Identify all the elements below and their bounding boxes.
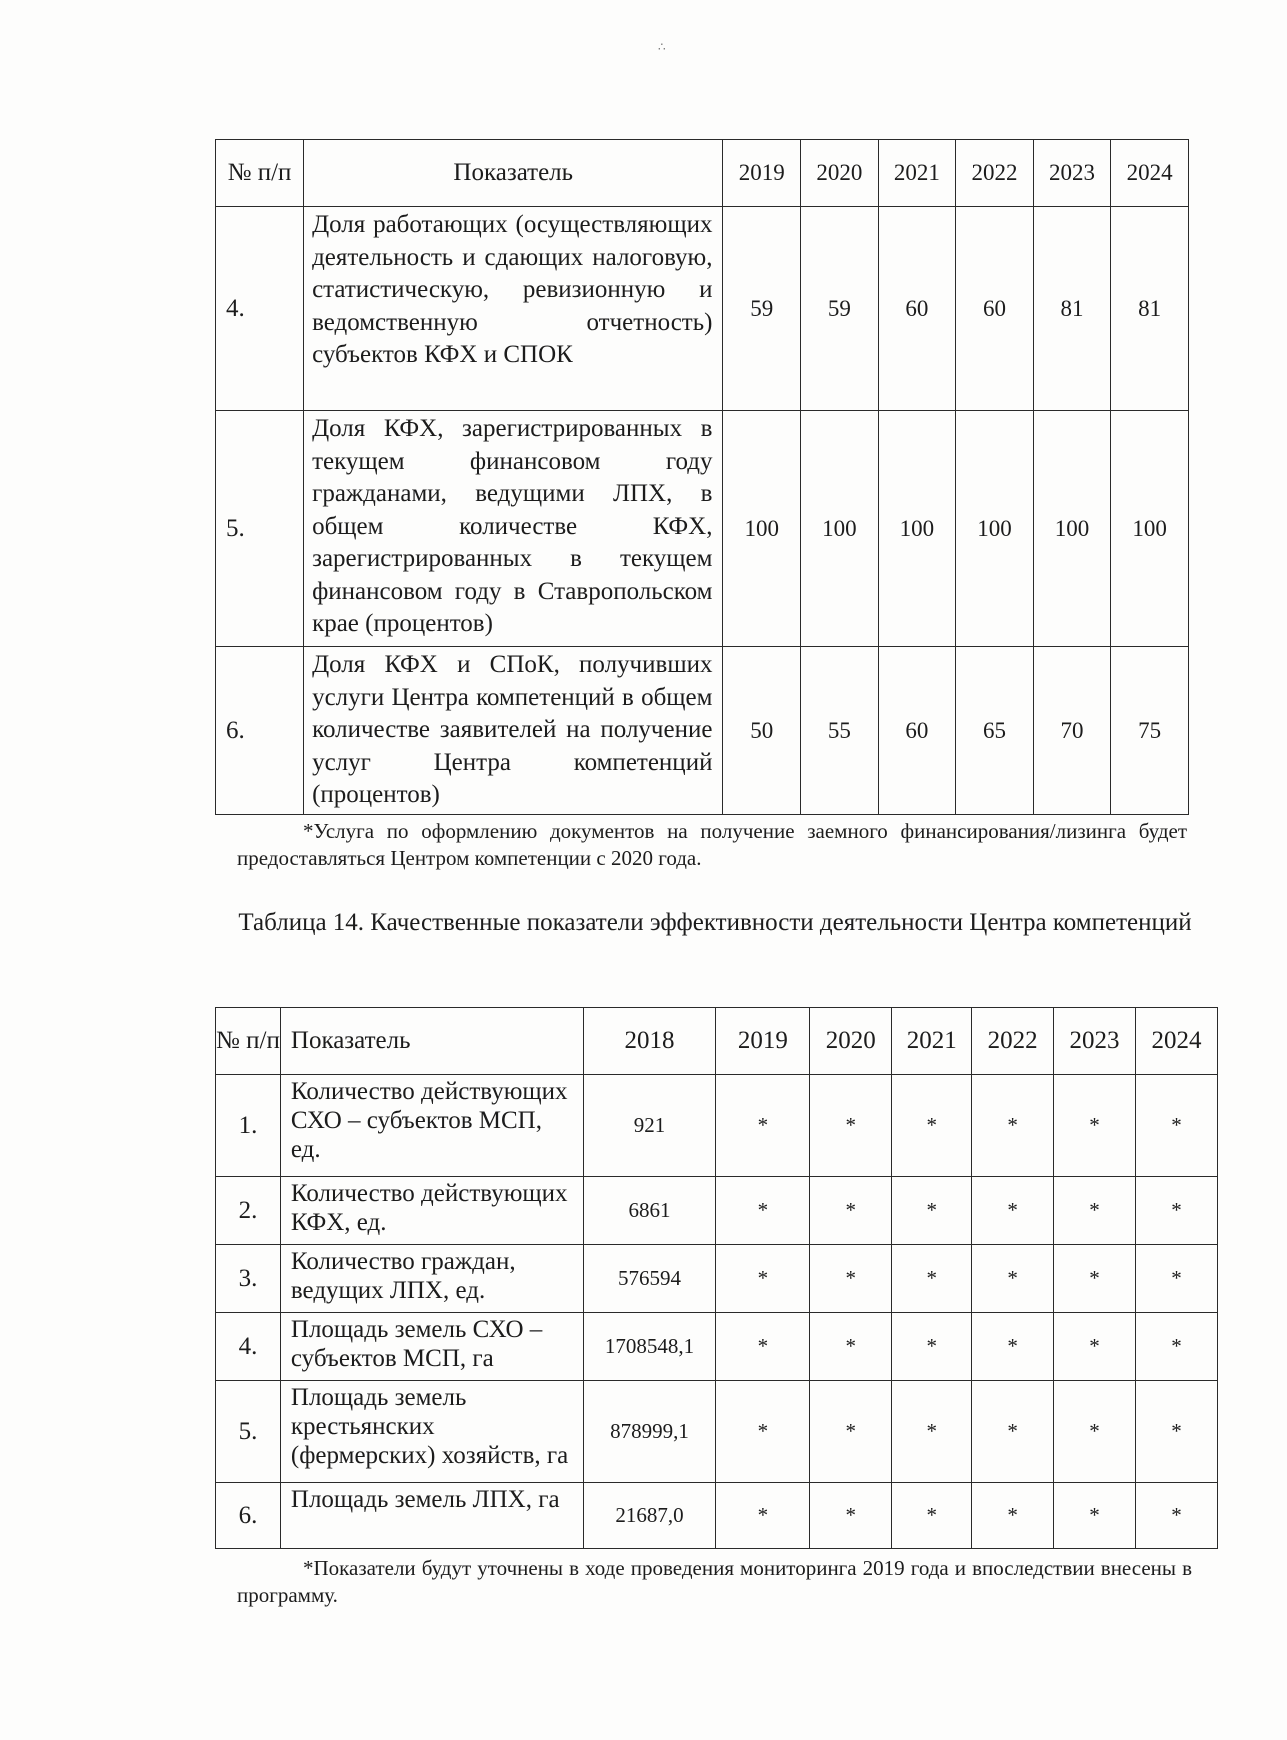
row-number: 6. xyxy=(216,1483,281,1549)
row-indicator: Количество действующих СХО – субъектов МСП, ед. xyxy=(280,1075,583,1177)
row-value: 100 xyxy=(1033,411,1111,647)
row-indicator: Площадь земель СХО – субъектов МСП, га xyxy=(280,1313,583,1381)
table-row xyxy=(216,207,1189,411)
row-value: * xyxy=(1054,1177,1136,1245)
header-year: 2019 xyxy=(723,140,801,207)
row-number: 5. xyxy=(216,1381,281,1483)
row-value: * xyxy=(810,1381,892,1483)
row-value: 59 xyxy=(801,207,879,411)
row-value: 60 xyxy=(878,207,956,411)
footnote-text: *Показатели будут уточнены в ходе проведения мониторинга 2019 года и впоследствии внесены в программу. xyxy=(237,1556,1192,1607)
table-header-row xyxy=(216,1008,1218,1075)
row-value: * xyxy=(972,1245,1054,1313)
row-value: 70 xyxy=(1033,647,1111,815)
row-value: * xyxy=(1054,1313,1136,1381)
row-value: * xyxy=(716,1075,810,1177)
row-value: 81 xyxy=(1111,207,1189,411)
header-year: 2020 xyxy=(801,140,879,207)
row-value: * xyxy=(892,1313,972,1381)
row-value: * xyxy=(972,1177,1054,1245)
row-number: 5. xyxy=(216,411,304,647)
table-row xyxy=(216,411,1189,647)
row-value: * xyxy=(1136,1245,1218,1313)
row-value: 55 xyxy=(801,647,879,815)
row-value: 65 xyxy=(956,647,1034,815)
row-value: 60 xyxy=(956,207,1034,411)
row-value: * xyxy=(892,1483,972,1549)
row-value: * xyxy=(810,1483,892,1549)
header-year: 2020 xyxy=(810,1008,892,1075)
header-year: 2021 xyxy=(878,140,956,207)
row-indicator: Доля КФХ, зарегистрированных в текущем финансовом году гражданами, ведущими ЛПХ, в общем количестве КФХ, зарегистрированных в текущем финансовом году в Ставропольском крае (процентов) xyxy=(304,411,723,647)
row-value: * xyxy=(1136,1075,1218,1177)
row-indicator: Количество действующих КФХ, ед. xyxy=(280,1177,583,1245)
header-year: 2019 xyxy=(716,1008,810,1075)
row-number: 2. xyxy=(216,1177,281,1245)
row-value: * xyxy=(810,1313,892,1381)
row-value: * xyxy=(1136,1381,1218,1483)
row-value: 60 xyxy=(878,647,956,815)
row-indicator: Площадь земель крестьянских (фермерских) хозяйств, га xyxy=(280,1381,583,1483)
table-row xyxy=(216,1245,1218,1313)
table-row xyxy=(216,1313,1218,1381)
footnote-text: *Услуга по оформлению документов на получение заемного финансирования/лизинга будет предоставляться Центром компетенции с 2020 года. xyxy=(237,819,1187,870)
row-value: 59 xyxy=(723,207,801,411)
row-number: 3. xyxy=(216,1245,281,1313)
header-year: 2023 xyxy=(1033,140,1111,207)
row-value: * xyxy=(716,1483,810,1549)
row-value: * xyxy=(1054,1075,1136,1177)
row-number: 4. xyxy=(216,207,304,411)
row-indicator: Доля КФХ и СПоК, получивших услуги Центра компетенций в общем количестве заявителей на получение услуг Центра компетенций (процентов) xyxy=(304,647,723,815)
header-year: 2022 xyxy=(956,140,1034,207)
indicators-table-continued xyxy=(215,139,1189,815)
row-value-2018: 21687,0 xyxy=(583,1483,716,1549)
header-year: 2021 xyxy=(892,1008,972,1075)
row-value: 100 xyxy=(956,411,1034,647)
header-year: 2023 xyxy=(1054,1008,1136,1075)
row-value-2018: 921 xyxy=(583,1075,716,1177)
row-value: * xyxy=(716,1245,810,1313)
row-value: 81 xyxy=(1033,207,1111,411)
row-indicator: Количество граждан, ведущих ЛПХ, ед. xyxy=(280,1245,583,1313)
row-value: * xyxy=(716,1381,810,1483)
table-caption: Таблица 14. Качественные показатели эффективности деятельности Центра компетенций xyxy=(238,909,1192,936)
row-indicator: Площадь земель ЛПХ, га xyxy=(280,1483,583,1549)
row-value: * xyxy=(810,1245,892,1313)
header-year: 2022 xyxy=(972,1008,1054,1075)
row-value: * xyxy=(892,1245,972,1313)
header-number: № п/п xyxy=(216,1008,281,1075)
row-value: * xyxy=(716,1177,810,1245)
row-value: * xyxy=(810,1075,892,1177)
row-value: * xyxy=(892,1075,972,1177)
row-number: 1. xyxy=(216,1075,281,1177)
row-value: 100 xyxy=(723,411,801,647)
row-value: * xyxy=(892,1177,972,1245)
row-value: * xyxy=(1054,1483,1136,1549)
table-row xyxy=(216,1483,1218,1549)
row-value: * xyxy=(972,1381,1054,1483)
header-year: 2024 xyxy=(1136,1008,1218,1075)
quality-indicators-table xyxy=(215,1007,1218,1549)
row-value: * xyxy=(972,1483,1054,1549)
footnote-2 xyxy=(237,1555,1192,1609)
row-value: 75 xyxy=(1111,647,1189,815)
row-value: * xyxy=(716,1313,810,1381)
page-mark: ∴ xyxy=(658,40,666,54)
row-number: 6. xyxy=(216,647,304,815)
table-row xyxy=(216,1381,1218,1483)
header-number: № п/п xyxy=(216,140,304,207)
header-indicator: Показатель xyxy=(304,140,723,207)
table-row xyxy=(216,647,1189,815)
header-year: 2018 xyxy=(583,1008,716,1075)
row-value: * xyxy=(1136,1177,1218,1245)
row-value: 100 xyxy=(801,411,879,647)
row-value: 100 xyxy=(878,411,956,647)
table-header-row xyxy=(216,140,1189,207)
row-value: 100 xyxy=(1111,411,1189,647)
row-value: * xyxy=(810,1177,892,1245)
row-value-2018: 878999,1 xyxy=(583,1381,716,1483)
row-value: * xyxy=(892,1381,972,1483)
row-value: * xyxy=(1054,1381,1136,1483)
footnote-1 xyxy=(237,818,1187,872)
row-value: * xyxy=(972,1313,1054,1381)
row-value-2018: 6861 xyxy=(583,1177,716,1245)
row-value-2018: 576594 xyxy=(583,1245,716,1313)
header-year: 2024 xyxy=(1111,140,1189,207)
row-value-2018: 1708548,1 xyxy=(583,1313,716,1381)
row-value: * xyxy=(1136,1313,1218,1381)
row-value: * xyxy=(1054,1245,1136,1313)
row-value: * xyxy=(1136,1483,1218,1549)
row-value: * xyxy=(972,1075,1054,1177)
table-row xyxy=(216,1075,1218,1177)
header-indicator: Показатель xyxy=(280,1008,583,1075)
row-indicator: Доля работающих (осуществляющих деятельность и сдающих налоговую, статистическую, ревизионную и ведомственную отчетность) субъектов КФХ и СПОК xyxy=(304,207,723,411)
table-row xyxy=(216,1177,1218,1245)
row-number: 4. xyxy=(216,1313,281,1381)
row-value: 50 xyxy=(723,647,801,815)
